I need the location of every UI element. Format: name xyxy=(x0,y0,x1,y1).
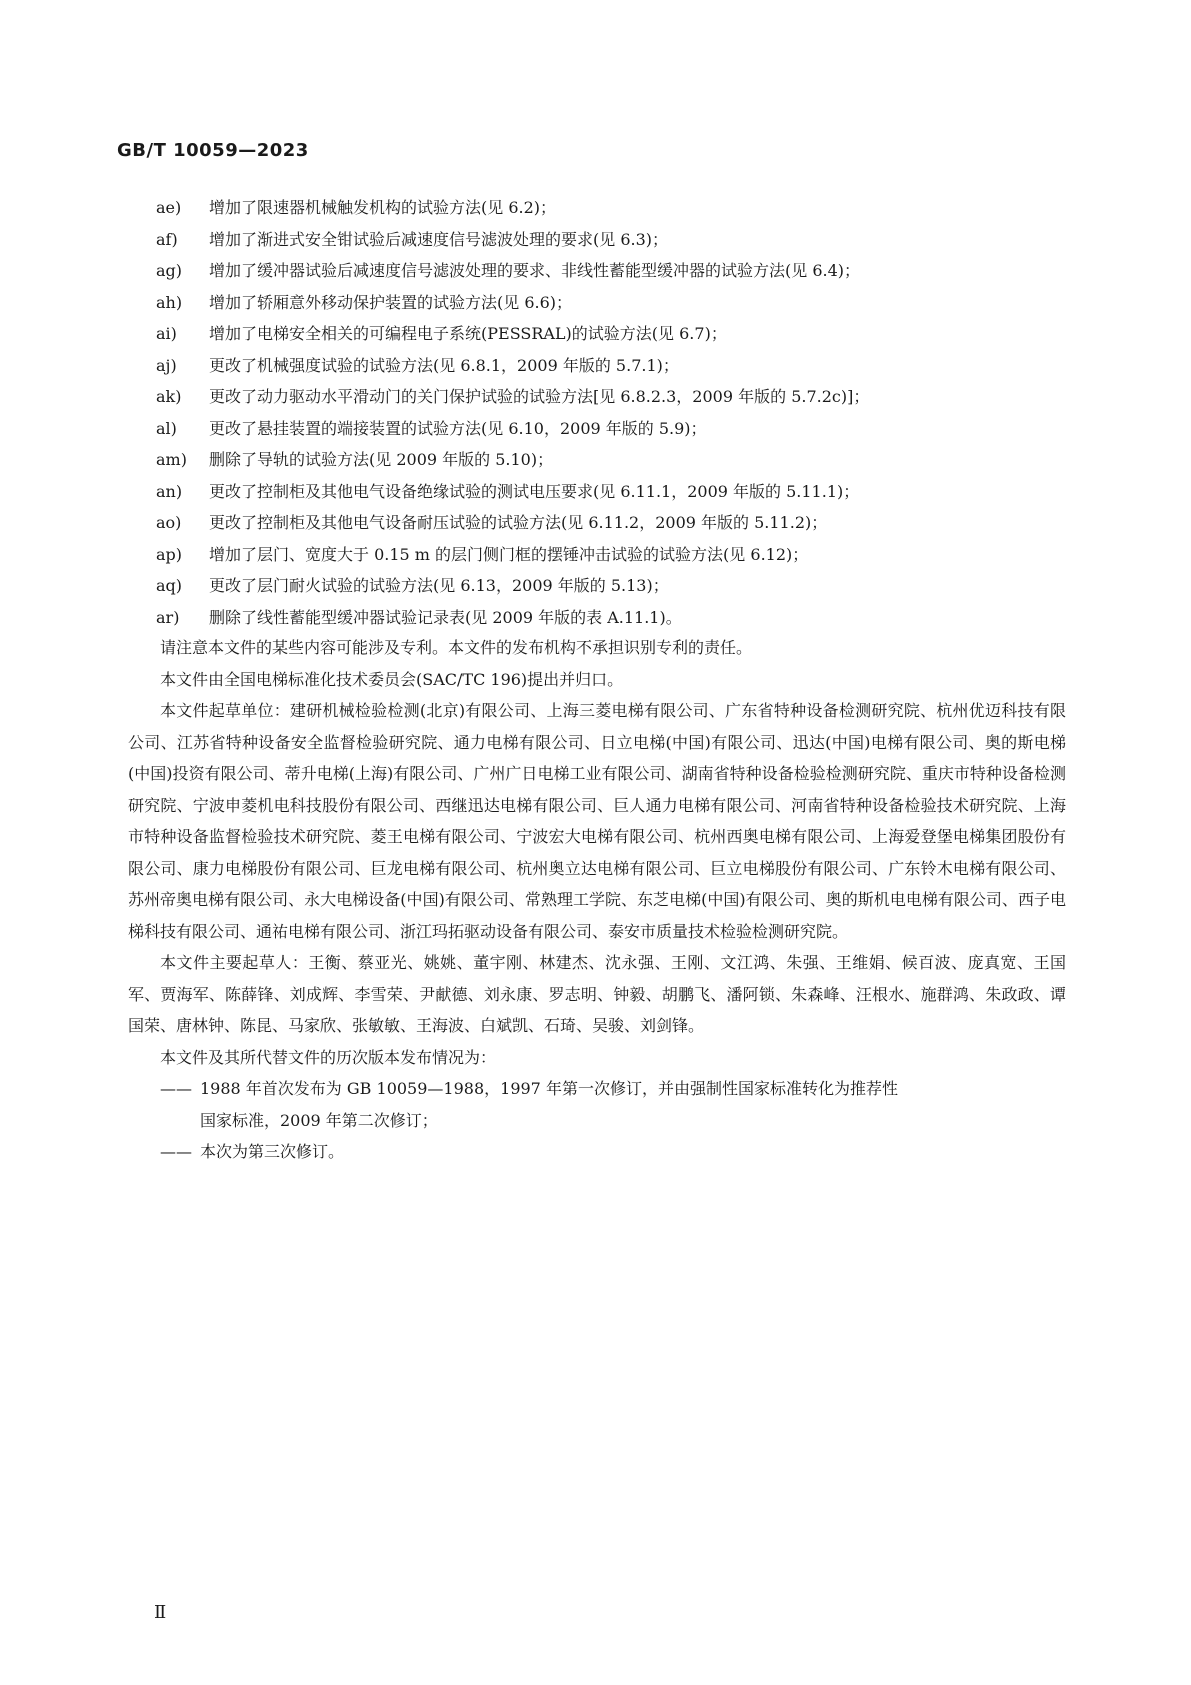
list-item-label: ai) xyxy=(156,324,177,343)
body-text xyxy=(128,632,1066,1168)
list-item-label: ag) xyxy=(156,261,183,280)
list-item-label: an) xyxy=(156,481,183,501)
history-item-continuation: 国家标准，2009 年第二次修订； xyxy=(200,1110,438,1130)
list-item-text: 增加了电梯安全相关的可编程电子系统(PESSRAL)的试验方法(见 6.7)； xyxy=(209,324,727,343)
history-item xyxy=(128,1136,1066,1168)
list-item xyxy=(156,192,1056,224)
list-item xyxy=(156,602,1056,634)
list-item xyxy=(156,255,1056,287)
list-item xyxy=(156,350,1056,382)
list-item-text: 更改了控制柜及其他电气设备绝缘试验的测试电压要求(见 6.11.1，2009 年版的 5.11.1)； xyxy=(209,481,860,501)
list-item-label: al) xyxy=(156,418,177,438)
list-item-label: ah) xyxy=(156,292,183,312)
drafters-paragraph: 本文件主要起草人：王衡、蔡亚光、姚姚、董宇刚、林建杰、沈永强、王刚、文江鸿、朱强、王维娟、候百波、庞真宽、王国军、贾海军、陈薛锋、刘成辉、李雪荣、尹献德、刘永康、罗志明、钟毅、胡鹏飞、潘阿锁、朱森峰、汪根水、施群鸿、朱政政、谭国荣、唐林钟、陈昆、马家欣、张敏敏、王海波、白斌凯、石琦、吴骏、刘剑锋。 xyxy=(128,953,1066,1035)
list-item-label: am) xyxy=(156,450,187,469)
list-item-text: 更改了动力驱动水平滑动门的关门保护试验的试验方法[见 6.8.2.3，2009 年版的 5.7.2c)]； xyxy=(209,387,870,406)
list-item xyxy=(156,224,1056,256)
list-item xyxy=(156,444,1056,476)
list-item-text: 更改了机械强度试验的试验方法(见 6.8.1，2009 年版的 5.7.1)； xyxy=(209,355,679,375)
list-item-text: 增加了渐进式安全钳试验后减速度信号滤波处理的要求(见 6.3)； xyxy=(209,229,669,249)
page-number: Ⅱ xyxy=(154,1602,167,1623)
list-item xyxy=(156,539,1056,571)
list-item xyxy=(156,287,1056,319)
list-item-text: 增加了缓冲器试验后减速度信号滤波处理的要求、非线性蓄能型缓冲器的试验方法(见 6.4)； xyxy=(209,261,861,280)
history-intro-paragraph: 本文件及其所代替文件的历次版本发布情况为： xyxy=(160,1047,497,1067)
list-item xyxy=(156,476,1056,508)
list-item xyxy=(156,318,1056,350)
list-item-text: 增加了轿厢意外移动保护装置的试验方法(见 6.6)； xyxy=(209,292,573,312)
list-item xyxy=(156,381,1056,413)
list-item-label: aq) xyxy=(156,576,183,595)
list-item-label: ao) xyxy=(156,513,182,532)
list-item-text: 增加了层门、宽度大于 0.15 m 的层门侧门框的摆锤冲击试验的试验方法(见 6.12)； xyxy=(209,544,809,564)
list-item xyxy=(156,413,1056,445)
list-item xyxy=(156,570,1056,602)
list-item xyxy=(156,507,1056,539)
list-item-label: ar) xyxy=(156,607,180,627)
list-item-label: aj) xyxy=(156,355,177,375)
history-item xyxy=(128,1073,1066,1136)
history-item-text: 本次为第三次修订。 xyxy=(200,1142,345,1161)
list-item-label: ap) xyxy=(156,544,183,564)
list-item-text: 更改了控制柜及其他电气设备耐压试验的试验方法(见 6.11.2，2009 年版的 5.11.2)； xyxy=(209,513,828,532)
list-item-text: 更改了悬挂装置的端接装置的试验方法(见 6.10，2009 年版的 5.9)； xyxy=(209,418,707,438)
list-item-label: ak) xyxy=(156,387,182,406)
dash-mark: —— xyxy=(160,1142,192,1161)
list-item-text: 删除了导轨的试验方法(见 2009 年版的 5.10)； xyxy=(209,450,554,469)
list-item-text: 更改了层门耐火试验的试验方法(见 6.13，2009 年版的 5.13)； xyxy=(209,576,669,595)
list-item-label: ae) xyxy=(156,198,182,217)
history-item-text: 1988 年首次发布为 GB 10059—1988，1997 年第一次修订，并由强制性国家标准转化为推荐性 xyxy=(200,1079,898,1098)
proposer-paragraph: 本文件由全国电梯标准化技术委员会(SAC/TC 196)提出并归口。 xyxy=(160,669,624,689)
drafting-units-paragraph: 本文件起草单位：建研机械检验检测(北京)有限公司、上海三菱电梯有限公司、广东省特种设备检测研究院、杭州优迈科技有限公司、江苏省特种设备安全监督检验研究院、通力电梯有限公司、日立电梯(中国)有限公司、迅达(中国)电梯有限公司、奥的斯电梯(中国)投资有限公司、蒂升电梯(上海)有限公司、广州广日电梯工业有限公司、湖南省特种设备检验检测研究院、重庆市特种设备检测研究院、宁波申菱机电科技股份有限公司、西继迅达电梯有限公司、巨人通力电梯有限公司、河南省特种设备检验技术研究院、上海市特种设备监督检验技术研究院、菱王电梯有限公司、宁波宏大电梯有限公司、杭州西奥电梯有限公司、上海爱登堡电梯集团股份有限公司、康力电梯股份有限公司、巨龙电梯有限公司、杭州奥立达电梯有限公司、巨立电梯股份有限公司、广东铃木电梯有限公司、苏州帝奥电梯有限公司、永大电梯设备(中国)有限公司、常熟理工学院、东芝电梯(中国)有限公司、奥的斯机电电梯有限公司、西子电梯科技有限公司、通祐电梯有限公司、浙江玛拓驱动设备有限公司、泰安市质量技术检验检测研究院。 xyxy=(128,701,1066,941)
patent-notice-paragraph: 请注意本文件的某些内容可能涉及专利。本文件的发布机构不承担识别专利的责任。 xyxy=(160,638,753,657)
list-item-label: af) xyxy=(156,229,178,249)
standard-id-header: GB/T 10059—2023 xyxy=(117,140,309,161)
dash-mark: —— xyxy=(160,1079,192,1098)
list-item-text: 删除了线性蓄能型缓冲器试验记录表(见 2009 年版的表 A.11.1)。 xyxy=(209,607,682,627)
list-item-text: 增加了限速器机械触发机构的试验方法(见 6.2)； xyxy=(209,198,557,217)
changes-list xyxy=(156,192,1056,633)
